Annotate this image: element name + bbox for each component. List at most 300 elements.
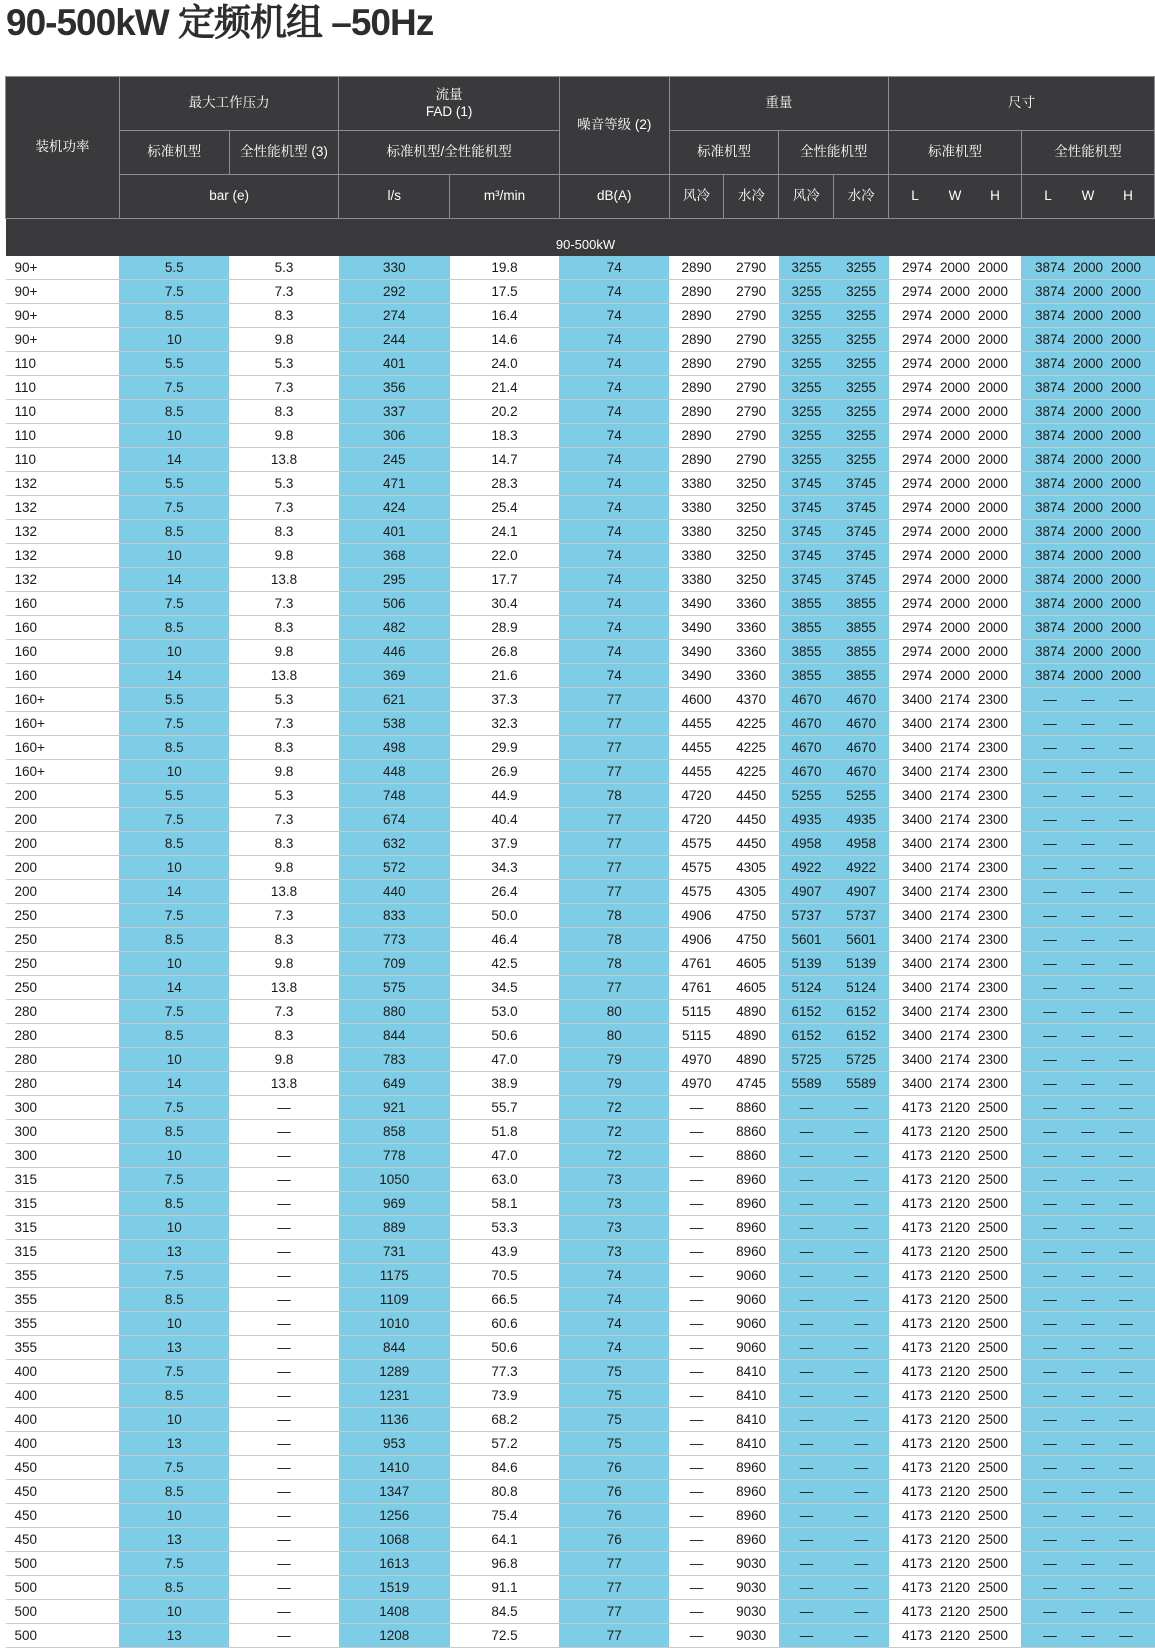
dim-width: 2000 [939, 404, 971, 419]
weight-full-water-cell: — [834, 1096, 889, 1120]
header-pressure-std: 标准机型 [119, 131, 229, 175]
power-cell: 450 [6, 1456, 120, 1480]
weight-full-air-cell: 3255 [779, 424, 834, 448]
table-header [6, 77, 1155, 219]
dim-width: — [1081, 980, 1095, 995]
pressure-full-cell: — [229, 1384, 339, 1408]
weight-full-water-cell: 3255 [834, 328, 889, 352]
dim-length: 3400 [901, 1052, 933, 1067]
dim-height: 2300 [977, 1076, 1009, 1091]
weight-std-air-cell: — [669, 1192, 724, 1216]
dim-length: — [1043, 1604, 1057, 1619]
power-cell: 300 [6, 1096, 120, 1120]
weight-std-water-cell: 3250 [724, 520, 779, 544]
dim-std-cell [889, 448, 1022, 472]
flow-ls-cell: 1068 [339, 1528, 450, 1552]
dim-height: 2000 [1110, 476, 1141, 491]
dim-std-cell [889, 1552, 1022, 1576]
dim-std-cell [889, 376, 1022, 400]
dim-std-cell [889, 352, 1022, 376]
dim-std-cell [889, 712, 1022, 736]
flow-ls-cell: 778 [339, 1144, 450, 1168]
dim-width: — [1081, 932, 1095, 947]
dim-length: 4173 [901, 1124, 933, 1139]
dim-height: 2500 [977, 1508, 1009, 1523]
noise-cell: 77 [559, 832, 669, 856]
weight-std-water-cell: 9060 [724, 1288, 779, 1312]
flow-m3min-cell: 50.6 [450, 1024, 560, 1048]
group-row [6, 219, 1155, 257]
weight-std-water-cell: 4305 [724, 856, 779, 880]
weight-std-water-cell: 8960 [724, 1216, 779, 1240]
weight-full-air-cell: 6152 [779, 1000, 834, 1024]
dim-full-cell [1021, 1024, 1154, 1048]
pressure-std-cell: 7.5 [119, 1552, 229, 1576]
dim-height: — [1119, 1196, 1133, 1211]
weight-std-water-cell: 9030 [724, 1576, 779, 1600]
dim-length: — [1043, 1628, 1057, 1643]
dim-full-cell [1021, 280, 1154, 304]
flow-m3min-cell: 28.3 [450, 472, 560, 496]
dim-length: 3400 [901, 1004, 933, 1019]
noise-cell: 74 [559, 592, 669, 616]
header-weight: 重量 [669, 77, 888, 131]
weight-full-water-cell: — [834, 1144, 889, 1168]
weight-std-air-cell: 2890 [669, 280, 724, 304]
dim-width: — [1081, 1532, 1095, 1547]
dim-width: — [1081, 956, 1095, 971]
pressure-std-cell: 8.5 [119, 1480, 229, 1504]
pressure-std-cell: 10 [119, 1312, 229, 1336]
dim-width: 2120 [939, 1628, 971, 1643]
power-cell: 160+ [6, 688, 120, 712]
header-unit-ls: l/s [339, 175, 450, 219]
weight-std-air-cell: 2890 [669, 352, 724, 376]
flow-m3min-cell: 26.9 [450, 760, 560, 784]
dim-height: 2000 [977, 596, 1009, 611]
table-row [6, 1504, 1155, 1528]
dim-height: 2000 [1110, 380, 1141, 395]
weight-std-air-cell: — [669, 1408, 724, 1432]
dim-height: — [1119, 1556, 1133, 1571]
dim-full-cell [1021, 880, 1154, 904]
dim-width: 2000 [1072, 404, 1103, 419]
dim-height: 2000 [1110, 548, 1141, 563]
flow-m3min-cell: 26.8 [450, 640, 560, 664]
table-row [6, 448, 1155, 472]
pressure-std-cell: 7.5 [119, 1000, 229, 1024]
weight-std-water-cell: 8960 [724, 1192, 779, 1216]
dim-length: 2974 [901, 524, 933, 539]
dim-length: 2974 [901, 620, 933, 635]
dim-height: — [1119, 716, 1133, 731]
dim-height: 2000 [1110, 356, 1141, 371]
pressure-std-cell: 8.5 [119, 1120, 229, 1144]
dim-full-cell [1021, 856, 1154, 880]
dim-width: — [1081, 1172, 1095, 1187]
weight-std-water-cell: 8960 [724, 1240, 779, 1264]
dim-std-cell [889, 472, 1022, 496]
dim-width: — [1081, 1052, 1095, 1067]
dim-full-cell [1021, 1168, 1154, 1192]
flow-ls-cell: 448 [339, 760, 450, 784]
table-row [6, 1336, 1155, 1360]
weight-std-air-cell: 2890 [669, 304, 724, 328]
power-cell: 355 [6, 1312, 120, 1336]
flow-m3min-cell: 91.1 [450, 1576, 560, 1600]
weight-full-water-cell: 4958 [834, 832, 889, 856]
dim-length: — [1043, 836, 1057, 851]
flow-m3min-cell: 40.4 [450, 808, 560, 832]
power-cell: 250 [6, 952, 120, 976]
dim-std-cell [889, 1480, 1022, 1504]
dim-std-cell [889, 400, 1022, 424]
dim-length: 4173 [901, 1364, 933, 1379]
pressure-full-cell: 8.3 [229, 616, 339, 640]
pressure-full-cell: — [229, 1360, 339, 1384]
table-row [6, 880, 1155, 904]
dim-std-cell [889, 280, 1022, 304]
dim-std-cell [889, 760, 1022, 784]
weight-std-water-cell: 4890 [724, 1024, 779, 1048]
weight-std-water-cell: 8860 [724, 1120, 779, 1144]
dim-length: 4173 [901, 1292, 933, 1307]
table-row [6, 280, 1155, 304]
weight-std-water-cell: 4745 [724, 1072, 779, 1096]
dim-height: — [1119, 1412, 1133, 1427]
dim-length: 3400 [901, 932, 933, 947]
pressure-full-cell: — [229, 1264, 339, 1288]
dim-height: 2500 [977, 1220, 1009, 1235]
noise-cell: 75 [559, 1384, 669, 1408]
dim-height: 2500 [977, 1532, 1009, 1547]
dim-length: 4173 [901, 1532, 933, 1547]
weight-std-air-cell: — [669, 1264, 724, 1288]
dim-height: 2500 [977, 1292, 1009, 1307]
pressure-full-cell: 5.3 [229, 352, 339, 376]
noise-cell: 77 [559, 976, 669, 1000]
power-cell: 280 [6, 1000, 120, 1024]
weight-full-water-cell: — [834, 1456, 889, 1480]
dim-length: — [1043, 1124, 1057, 1139]
dim-height: 2500 [977, 1604, 1009, 1619]
dim-length: — [1043, 1388, 1057, 1403]
pressure-full-cell: 13.8 [229, 1072, 339, 1096]
dim-height: 2000 [977, 500, 1009, 515]
dim-width: — [1081, 1508, 1095, 1523]
weight-full-air-cell: 5737 [779, 904, 834, 928]
dim-length: 3874 [1034, 308, 1065, 323]
dim-std-cell [889, 1576, 1022, 1600]
flow-m3min-cell: 47.0 [450, 1048, 560, 1072]
weight-std-air-cell: 4720 [669, 784, 724, 808]
weight-std-air-cell: — [669, 1384, 724, 1408]
flow-m3min-cell: 57.2 [450, 1432, 560, 1456]
dim-width: — [1081, 1316, 1095, 1331]
table-row [6, 1576, 1155, 1600]
dim-full-cell [1021, 1624, 1154, 1648]
weight-full-water-cell: 4907 [834, 880, 889, 904]
dim-length: 3400 [901, 836, 933, 851]
weight-full-air-cell: 4670 [779, 712, 834, 736]
dim-full-cell [1021, 256, 1154, 280]
dim-std-cell [889, 1528, 1022, 1552]
dim-height: 2300 [977, 1052, 1009, 1067]
table-row [6, 1312, 1155, 1336]
dim-width: 2174 [939, 836, 971, 851]
weight-full-air-cell: 5589 [779, 1072, 834, 1096]
weight-std-air-cell: — [669, 1336, 724, 1360]
weight-full-water-cell: 3255 [834, 424, 889, 448]
weight-std-air-cell: 3490 [669, 664, 724, 688]
power-cell: 315 [6, 1192, 120, 1216]
pressure-std-cell: 8.5 [119, 1288, 229, 1312]
weight-full-water-cell: 3855 [834, 640, 889, 664]
pressure-std-cell: 10 [119, 952, 229, 976]
dim-height: 2300 [977, 932, 1009, 947]
pressure-full-cell: — [229, 1600, 339, 1624]
dim-height: 2000 [1110, 260, 1141, 275]
weight-std-water-cell: 8860 [724, 1144, 779, 1168]
dim-length: 3400 [901, 692, 933, 707]
weight-full-air-cell: — [779, 1192, 834, 1216]
pressure-full-cell: 9.8 [229, 424, 339, 448]
dim-height: 2000 [1110, 596, 1141, 611]
weight-std-air-cell: — [669, 1312, 724, 1336]
weight-std-air-cell: 4455 [669, 712, 724, 736]
power-cell: 110 [6, 448, 120, 472]
dim-height: 2000 [977, 524, 1009, 539]
table-row [6, 1048, 1155, 1072]
weight-std-air-cell: 5115 [669, 1000, 724, 1024]
dim-width: 2120 [939, 1268, 971, 1283]
dim-length: 3874 [1034, 644, 1065, 659]
weight-std-air-cell: 3380 [669, 472, 724, 496]
weight-full-water-cell: — [834, 1528, 889, 1552]
dim-length: 4173 [901, 1268, 933, 1283]
weight-std-water-cell: 8410 [724, 1360, 779, 1384]
noise-cell: 78 [559, 928, 669, 952]
power-cell: 160+ [6, 712, 120, 736]
weight-std-water-cell: 9030 [724, 1600, 779, 1624]
weight-full-water-cell: — [834, 1600, 889, 1624]
dim-height: 2000 [1110, 332, 1141, 347]
dim-height: 2300 [977, 716, 1009, 731]
dim-length: — [1043, 1460, 1057, 1475]
dim-length: 4173 [901, 1508, 933, 1523]
dim-width: 2120 [939, 1100, 971, 1115]
table-row [6, 1096, 1155, 1120]
flow-m3min-cell: 55.7 [450, 1096, 560, 1120]
dim-width: 2000 [1072, 428, 1103, 443]
dim-std-cell [889, 880, 1022, 904]
dim-width: 2000 [1072, 596, 1103, 611]
dim-width: 2174 [939, 884, 971, 899]
flow-ls-cell: 621 [339, 688, 450, 712]
weight-full-water-cell: 5589 [834, 1072, 889, 1096]
header-power: 装机功率 [6, 77, 120, 219]
dim-length: — [1043, 932, 1057, 947]
dim-width: 2000 [939, 524, 971, 539]
dim-width: 2120 [939, 1460, 971, 1475]
weight-full-air-cell: 3745 [779, 472, 834, 496]
flow-m3min-cell: 25.4 [450, 496, 560, 520]
weight-full-air-cell: — [779, 1600, 834, 1624]
weight-full-air-cell: 3255 [779, 304, 834, 328]
weight-full-water-cell: 3255 [834, 352, 889, 376]
dim-full-cell [1021, 1120, 1154, 1144]
noise-cell: 76 [559, 1528, 669, 1552]
dim-length: 3874 [1034, 500, 1065, 515]
dim-width: 2174 [939, 908, 971, 923]
dim-length: 2974 [901, 572, 933, 587]
pressure-std-cell: 7.5 [119, 376, 229, 400]
flow-ls-cell: 572 [339, 856, 450, 880]
table-row [6, 1552, 1155, 1576]
weight-std-water-cell: 2790 [724, 304, 779, 328]
pressure-std-cell: 8.5 [119, 736, 229, 760]
flow-m3min-cell: 73.9 [450, 1384, 560, 1408]
dim-full-cell [1021, 616, 1154, 640]
pressure-std-cell: 5.5 [119, 256, 229, 280]
dim-full-cell [1021, 400, 1154, 424]
pressure-std-cell: 8.5 [119, 1576, 229, 1600]
noise-cell: 77 [559, 1576, 669, 1600]
dim-length: — [1043, 1052, 1057, 1067]
weight-std-air-cell: 4970 [669, 1072, 724, 1096]
flow-m3min-cell: 28.9 [450, 616, 560, 640]
table-row [6, 664, 1155, 688]
flow-ls-cell: 440 [339, 880, 450, 904]
weight-full-air-cell: 5601 [779, 928, 834, 952]
dim-length: 3400 [901, 860, 933, 875]
dim-length: — [1043, 908, 1057, 923]
dim-length: 3400 [901, 884, 933, 899]
dim-full-cell [1021, 1504, 1154, 1528]
flow-m3min-cell: 21.6 [450, 664, 560, 688]
weight-std-air-cell: 4455 [669, 736, 724, 760]
noise-cell: 74 [559, 640, 669, 664]
weight-std-water-cell: 4370 [724, 688, 779, 712]
dim-length: — [1043, 980, 1057, 995]
weight-full-water-cell: 3745 [834, 472, 889, 496]
weight-std-air-cell: 3490 [669, 592, 724, 616]
dim-height: — [1119, 1628, 1133, 1643]
weight-full-water-cell: 3255 [834, 304, 889, 328]
dim-full-cell [1021, 1408, 1154, 1432]
flow-ls-cell: 1519 [339, 1576, 450, 1600]
header-dim-full-W: W [1081, 188, 1095, 204]
pressure-full-cell: 8.3 [229, 304, 339, 328]
power-cell: 400 [6, 1384, 120, 1408]
pressure-full-cell: 5.3 [229, 256, 339, 280]
dim-std-cell [889, 256, 1022, 280]
flow-ls-cell: 446 [339, 640, 450, 664]
pressure-full-cell: 9.8 [229, 856, 339, 880]
noise-cell: 77 [559, 1600, 669, 1624]
dim-std-cell [889, 1288, 1022, 1312]
dim-width: 2174 [939, 1028, 971, 1043]
dim-std-cell [889, 1120, 1022, 1144]
dim-width: — [1081, 812, 1095, 827]
weight-full-water-cell: — [834, 1408, 889, 1432]
flow-ls-cell: 1010 [339, 1312, 450, 1336]
dim-height: — [1119, 860, 1133, 875]
pressure-std-cell: 10 [119, 1504, 229, 1528]
dim-full-cell [1021, 496, 1154, 520]
power-cell: 355 [6, 1288, 120, 1312]
dim-height: — [1119, 692, 1133, 707]
flow-ls-cell: 498 [339, 736, 450, 760]
weight-full-water-cell: 3255 [834, 280, 889, 304]
weight-std-water-cell: 2790 [724, 256, 779, 280]
dim-full-cell [1021, 1528, 1154, 1552]
dim-std-cell [889, 808, 1022, 832]
pressure-std-cell: 10 [119, 544, 229, 568]
flow-m3min-cell: 68.2 [450, 1408, 560, 1432]
dim-length: 3874 [1034, 620, 1065, 635]
dim-height: 2000 [1110, 572, 1141, 587]
weight-full-air-cell: 3255 [779, 352, 834, 376]
dim-length: 2974 [901, 308, 933, 323]
weight-full-air-cell: 3855 [779, 616, 834, 640]
dim-length: 3874 [1034, 668, 1065, 683]
dim-length: 3400 [901, 980, 933, 995]
dim-height: 2000 [977, 332, 1009, 347]
noise-cell: 72 [559, 1144, 669, 1168]
flow-ls-cell: 330 [339, 256, 450, 280]
weight-std-water-cell: 8410 [724, 1408, 779, 1432]
dim-height: 2500 [977, 1172, 1009, 1187]
dim-full-cell [1021, 304, 1154, 328]
weight-full-water-cell: 3745 [834, 496, 889, 520]
noise-cell: 77 [559, 688, 669, 712]
flow-ls-cell: 506 [339, 592, 450, 616]
header-dim-full-L: L [1044, 188, 1052, 204]
dim-length: — [1043, 1484, 1057, 1499]
pressure-std-cell: 14 [119, 568, 229, 592]
flow-ls-cell: 844 [339, 1336, 450, 1360]
pressure-full-cell: 9.8 [229, 640, 339, 664]
pressure-std-cell: 7.5 [119, 1360, 229, 1384]
dim-length: — [1043, 1220, 1057, 1235]
flow-m3min-cell: 17.5 [450, 280, 560, 304]
pressure-std-cell: 13 [119, 1432, 229, 1456]
weight-std-water-cell: 8960 [724, 1528, 779, 1552]
flow-m3min-cell: 50.0 [450, 904, 560, 928]
dim-length: 4173 [901, 1604, 933, 1619]
pressure-full-cell: — [229, 1312, 339, 1336]
dim-height: 2300 [977, 980, 1009, 995]
dim-length: — [1043, 740, 1057, 755]
flow-m3min-cell: 24.1 [450, 520, 560, 544]
weight-std-water-cell: 4305 [724, 880, 779, 904]
dim-full-cell [1021, 1600, 1154, 1624]
dim-width: 2174 [939, 1004, 971, 1019]
dim-length: 3874 [1034, 404, 1065, 419]
dim-length: 4173 [901, 1196, 933, 1211]
dim-full-cell [1021, 424, 1154, 448]
weight-std-air-cell: — [669, 1624, 724, 1648]
power-cell: 315 [6, 1240, 120, 1264]
flow-m3min-cell: 51.8 [450, 1120, 560, 1144]
dim-std-cell [889, 616, 1022, 640]
flow-m3min-cell: 21.4 [450, 376, 560, 400]
flow-m3min-cell: 42.5 [450, 952, 560, 976]
dim-width: — [1081, 836, 1095, 851]
weight-full-water-cell: 3255 [834, 376, 889, 400]
dim-length: 3400 [901, 956, 933, 971]
